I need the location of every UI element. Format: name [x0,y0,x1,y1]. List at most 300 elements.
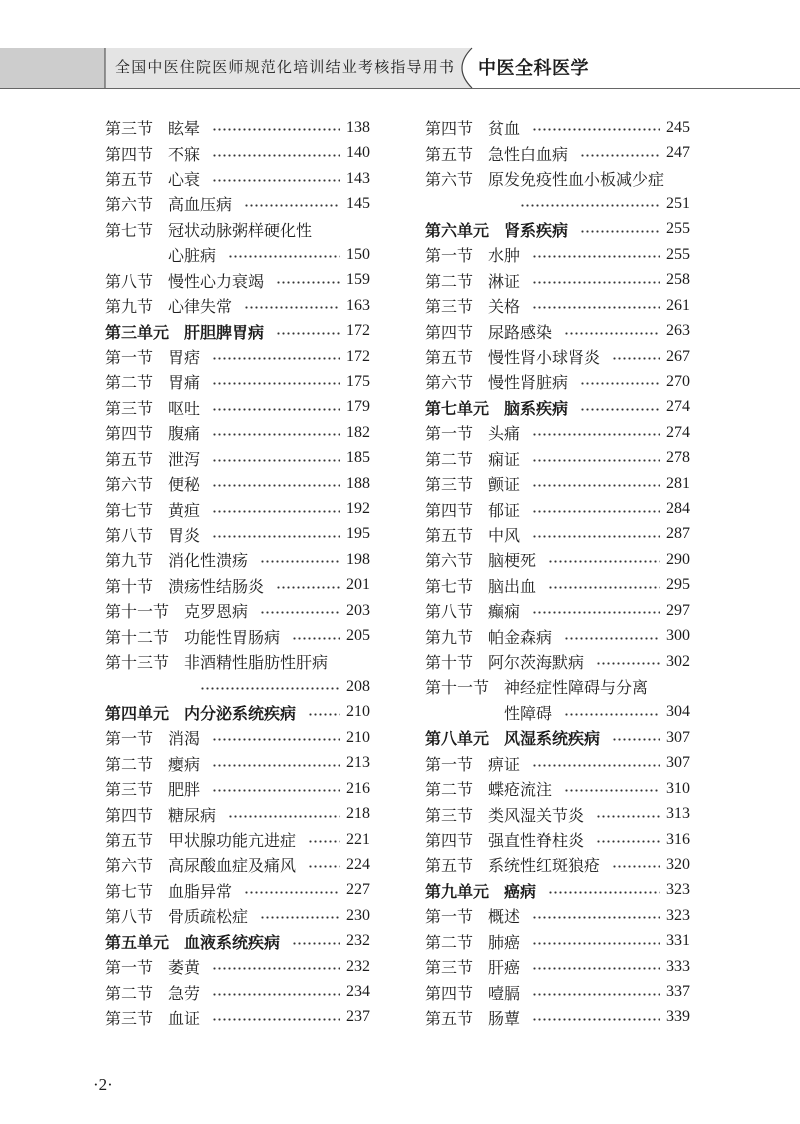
toc-section-entry [105,140,370,165]
dot-leader [532,459,660,462]
section-title: 急性白血病 [488,146,569,164]
section-label: 第五节 [425,858,474,876]
section-label: 第五节 [105,172,154,190]
toc-column-right [425,115,690,1030]
toc-section-entry [105,522,370,547]
toc-section-entry [105,573,370,598]
toc-section-entry [105,598,370,623]
section-title: 高血压病 [168,197,233,215]
section-title: 帕金森病 [488,629,553,647]
toc-section-entry [105,445,370,470]
section-label: 第七节 [105,502,154,520]
dot-leader [308,840,340,843]
dot-leader [276,281,340,284]
dot-leader [612,357,660,360]
section-label: 第五节 [425,1010,474,1028]
page-number: 227 [346,881,370,899]
toc-unit-entry [425,395,690,420]
toc-section-entry [105,268,370,293]
dot-leader [548,586,660,589]
dot-leader [564,713,660,716]
dot-leader [244,204,340,207]
dot-leader [212,764,340,767]
page-number: 198 [346,550,370,568]
dot-leader [596,662,660,665]
section-label: 第十三节 [105,655,170,673]
section-title: 蝶疮流注 [488,782,553,800]
section-label: 第十二节 [105,629,170,647]
toc-section-entry [425,115,690,140]
toc-section-entry [105,115,370,140]
toc-section-entry [105,751,370,776]
toc-unit-entry [425,878,690,903]
section-title: 冠状动脉粥样硬化性 [168,222,313,240]
dot-leader [292,942,340,945]
page-number: 203 [346,601,370,619]
page-number: 274 [666,423,690,441]
page-number: 255 [666,220,690,238]
page-number: 274 [666,398,690,416]
toc-section-entry [105,852,370,877]
section-label: 第一节 [105,960,154,978]
section-label: 第三节 [105,782,154,800]
toc-entry-continuation [105,242,370,267]
section-label: 第四节 [425,324,474,342]
section-label: 第七节 [105,222,154,240]
dot-leader [532,764,660,767]
toc-section-entry [425,268,690,293]
section-title: 痫证 [488,451,521,469]
toc-section-entry [425,344,690,369]
toc-section-entry [425,903,690,928]
toc-section-entry [425,522,690,547]
page-number: 163 [346,296,370,314]
toc-section-entry [105,395,370,420]
section-title: 不寐 [168,146,201,164]
section-title: 郁证 [488,502,521,520]
page-number: 172 [346,347,370,365]
section-label: 第九节 [105,299,154,317]
dot-leader [212,459,340,462]
dot-leader [200,687,340,690]
section-title: 克罗恩病 [184,604,249,622]
page-number: 307 [666,754,690,772]
section-label: 第八节 [105,273,154,291]
dot-leader [212,738,340,741]
page-number: 143 [346,169,370,187]
dot-leader [548,560,660,563]
toc-section-entry [105,979,370,1004]
dot-leader [532,535,660,538]
page-number: 210 [346,703,370,721]
section-title: 类风湿关节炎 [488,807,585,825]
dot-leader [596,815,660,818]
dot-leader [212,993,340,996]
page-number: 255 [666,245,690,263]
page-number: 267 [666,347,690,365]
page-number: 313 [666,805,690,823]
section-label: 第四节 [425,121,474,139]
section-label: 第八节 [105,527,154,545]
page-number: 287 [666,525,690,543]
section-title: 慢性心力衰竭 [168,273,265,291]
dot-leader [532,611,660,614]
toc-section-entry [425,166,690,191]
dot-leader [580,408,660,411]
page-number: 150 [346,245,370,263]
section-title: 阿尔茨海默病 [488,655,585,673]
toc-section-entry [425,801,690,826]
section-label: 第五节 [425,527,474,545]
section-label: 第一节 [105,731,154,749]
unit-label: 第八单元 [425,731,490,749]
dot-leader [276,332,340,335]
section-title: 关格 [488,299,521,317]
unit-title: 内分泌系统疾病 [184,705,297,723]
section-label: 第三节 [105,1010,154,1028]
page-number: 323 [666,881,690,899]
toc-section-entry [425,979,690,1004]
section-label: 第四节 [105,426,154,444]
section-title: 水肿 [488,248,521,266]
section-title: 功能性胃肠病 [184,629,281,647]
section-title: 消化性溃疡 [168,553,249,571]
toc-section-entry [105,878,370,903]
page-number: 295 [666,576,690,594]
dot-leader [260,611,340,614]
unit-label: 第六单元 [425,222,490,240]
toc-section-entry [105,776,370,801]
toc-unit-entry [425,217,690,242]
toc-section-entry [425,318,690,343]
page-number: 232 [346,932,370,950]
section-label: 第六节 [425,172,474,190]
section-title: 噎膈 [488,985,521,1003]
section-title: 头痛 [488,426,521,444]
dot-leader [564,332,660,335]
dot-leader [292,637,340,640]
page-number: 172 [346,322,370,340]
page-number: 201 [346,576,370,594]
dot-leader [212,789,340,792]
section-label: 第九节 [425,629,474,647]
toc-section-entry [425,1005,690,1030]
section-label: 第四节 [425,502,474,520]
page-number: 337 [666,983,690,1001]
dot-leader [532,306,660,309]
section-label: 第五节 [425,146,474,164]
page-number: 278 [666,449,690,467]
page-number: 216 [346,779,370,797]
page-number: 320 [666,855,690,873]
page-number: 138 [346,118,370,136]
unit-title: 肝胆脾胃病 [184,324,265,342]
unit-title: 肾系疾病 [504,222,569,240]
toc-section-entry [425,471,690,496]
dot-leader [212,967,340,970]
section-title: 系统性红斑狼疮 [488,858,601,876]
section-title: 强直性脊柱炎 [488,833,585,851]
section-title: 呕吐 [168,400,201,418]
dot-leader [260,560,340,563]
dot-leader [532,255,660,258]
page-number: 210 [346,728,370,746]
section-title: 胃痛 [168,375,201,393]
toc-section-entry [105,547,370,572]
section-label: 第六节 [105,858,154,876]
section-label: 第二节 [105,375,154,393]
page-number: 192 [346,500,370,518]
section-title: 糖尿病 [168,807,217,825]
page-number: 261 [666,296,690,314]
series-title: 全国中医住院医师规范化培训结业考核指导用书 [115,60,456,76]
section-title-continuation: 性障碍 [504,705,553,723]
section-title: 血证 [168,1010,201,1028]
section-label: 第六节 [425,375,474,393]
section-title: 神经症性障碍与分离 [504,680,649,698]
section-label: 第一节 [425,756,474,774]
section-label: 第二节 [425,273,474,291]
dot-leader [276,586,340,589]
section-title: 瘿病 [168,756,201,774]
section-label: 第八节 [105,909,154,927]
section-label: 第三节 [105,121,154,139]
unit-label: 第三单元 [105,324,170,342]
toc-unit-entry [105,318,370,343]
dot-leader [212,1018,340,1021]
dot-leader [532,433,660,436]
dot-leader [532,281,660,284]
section-label: 第十节 [425,655,474,673]
unit-label: 第四单元 [105,705,170,723]
toc-section-entry [425,649,690,674]
section-title: 溃疡性结肠炎 [168,578,265,596]
section-title: 非酒精性脂肪性肝病 [184,655,329,673]
section-label: 第三节 [425,807,474,825]
section-title: 中风 [488,527,521,545]
section-label: 第六节 [425,553,474,571]
section-title: 眩晕 [168,121,201,139]
section-title-continuation: 心脏病 [168,248,217,266]
toc-section-entry [425,573,690,598]
section-label: 第一节 [425,426,474,444]
section-label: 第一节 [425,909,474,927]
dot-leader [612,865,660,868]
toc-section-entry [105,827,370,852]
toc-section-entry [425,751,690,776]
section-label: 第十一节 [425,680,490,698]
section-label: 第一节 [105,350,154,367]
dot-leader [564,789,660,792]
section-label: 第四节 [425,833,474,851]
dot-leader [244,306,340,309]
toc-section-entry [425,827,690,852]
toc-section-entry [105,217,370,242]
page-number: 258 [666,271,690,289]
section-title: 尿路感染 [488,324,553,342]
dot-leader [532,484,660,487]
page-number: 218 [346,805,370,823]
section-label: 第十节 [105,578,154,596]
dot-leader [212,535,340,538]
page-number: 300 [666,627,690,645]
dot-leader [308,713,340,716]
section-title: 胃痞 [168,350,201,367]
section-label: 第二节 [425,451,474,469]
section-title: 脑梗死 [488,553,537,571]
toc-section-entry [425,674,690,699]
page-number: 339 [666,1008,690,1026]
page-number: 179 [346,398,370,416]
toc-section-entry [105,725,370,750]
section-label: 第四节 [105,146,154,164]
section-label: 第三节 [425,299,474,317]
section-title: 心衰 [168,172,201,190]
dot-leader [532,993,660,996]
dot-leader [580,230,660,233]
section-title: 肺癌 [488,934,521,952]
toc-section-entry [425,623,690,648]
dot-leader [212,128,340,131]
toc-section-entry [105,954,370,979]
page-number: 270 [666,372,690,390]
section-title: 高尿酸血症及痛风 [168,858,297,876]
section-label: 第七节 [425,578,474,596]
toc-section-entry [425,496,690,521]
toc-unit-entry [105,929,370,954]
section-label: 第八节 [425,604,474,622]
page-number: 185 [346,449,370,467]
toc-section-entry [425,420,690,445]
section-title: 黄疸 [168,502,201,520]
section-label: 第三节 [105,400,154,418]
dot-leader [596,840,660,843]
section-label: 第七节 [105,883,154,901]
dot-leader [212,179,340,182]
section-title: 甲状腺功能亢进症 [168,833,297,851]
toc-section-entry [105,369,370,394]
section-title: 慢性肾脏病 [488,375,569,393]
section-label: 第二节 [105,756,154,774]
dot-leader [612,738,660,741]
page-number: 281 [666,474,690,492]
page-number: 333 [666,957,690,975]
toc-section-entry [425,776,690,801]
dot-leader [212,357,340,360]
toc-section-entry [425,547,690,572]
toc-section-entry [105,344,370,369]
toc-section-entry [105,623,370,648]
toc-unit-entry [105,700,370,725]
section-title: 急劳 [168,985,201,1003]
unit-label: 第五单元 [105,934,170,952]
section-title: 心律失常 [168,299,233,317]
toc-section-entry [105,801,370,826]
dot-leader [212,154,340,157]
page-number: 213 [346,754,370,772]
page-number: 188 [346,474,370,492]
section-label: 第九节 [105,553,154,571]
section-label: 第三节 [425,477,474,495]
dot-leader [212,433,340,436]
toc-section-entry [425,954,690,979]
section-title: 泄泻 [168,451,201,469]
section-label: 第五节 [425,350,474,367]
toc-section-entry [105,166,370,191]
dot-leader [564,637,660,640]
toc-entry-continuation [105,674,370,699]
section-title: 肠蕈 [488,1010,521,1028]
section-label: 第二节 [425,934,474,952]
toc-section-entry [425,140,690,165]
page-number: 195 [346,525,370,543]
toc-section-entry [105,496,370,521]
toc-section-entry [425,369,690,394]
page-number: 290 [666,550,690,568]
dot-leader [212,408,340,411]
section-label: 第五节 [105,451,154,469]
page-number: 284 [666,500,690,518]
section-label: 第六节 [105,197,154,215]
dot-leader [532,510,660,513]
toc-column-left [105,115,370,1030]
page-number: 307 [666,728,690,746]
dot-leader [228,815,340,818]
book-title: 中医全科医学 [478,58,589,78]
toc-section-entry [425,598,690,623]
page-number: 175 [346,372,370,390]
page-number: 302 [666,652,690,670]
page-number: 145 [346,194,370,212]
section-title: 概述 [488,909,521,927]
section-label: 第二节 [425,782,474,800]
section-title: 贫血 [488,121,521,139]
toc-section-entry [425,852,690,877]
dot-leader [212,382,340,385]
section-title: 原发免疫性血小板减少症 [488,172,665,190]
toc-section-entry [425,929,690,954]
page-number: 304 [666,703,690,721]
toc-section-entry [105,191,370,216]
page-number: 323 [666,906,690,924]
toc-section-entry [105,420,370,445]
section-label: 第五节 [105,833,154,851]
page-number: 230 [346,906,370,924]
section-label: 第四节 [105,807,154,825]
toc-section-entry [105,1005,370,1030]
section-label: 第四节 [425,985,474,1003]
dot-leader [228,255,340,258]
dot-leader [308,865,340,868]
page-number: 205 [346,627,370,645]
section-title: 慢性肾小球肾炎 [488,350,601,367]
page-number: 234 [346,983,370,1001]
section-title: 腹痛 [168,426,201,444]
dot-leader [244,891,340,894]
section-title: 颤证 [488,477,521,495]
section-title: 癫痫 [488,604,521,622]
dot-leader [532,916,660,919]
toc-section-entry [425,242,690,267]
unit-title: 癌病 [504,883,537,901]
toc-unit-entry [425,725,690,750]
dot-leader [532,967,660,970]
toc-entry-continuation [425,191,690,216]
page-number: 182 [346,423,370,441]
section-label: 第十一节 [105,604,170,622]
dot-leader [212,510,340,513]
dot-leader [532,128,660,131]
